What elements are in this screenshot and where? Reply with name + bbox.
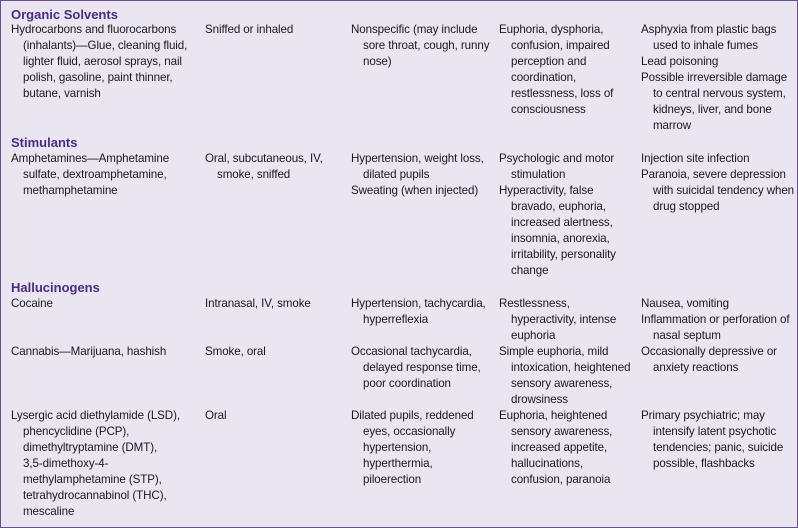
route-cell-cocaine: Intranasal, IV, smoke	[205, 297, 311, 310]
drug-cell-cocaine: Cocaine	[11, 297, 53, 310]
complications-cell-cannabis: Occasionally depressive or anxiety reactions	[641, 345, 777, 374]
psych-cell-amphetamines: Psychologic and motor stimulation Hyperactivity, false bravado, euphoria, increased alertness, insomnia, anorexia, irritability, personality change	[499, 152, 616, 277]
complications-cell-amphetamines: Injection site infection Paranoia, severe depression with suicidal tendency when drug stopped	[641, 152, 795, 213]
physical-cell-cocaine: Hypertension, tachycardia, hyperreflexia	[351, 297, 486, 326]
physical-cell-lsd-group: Dilated pupils, reddened eyes, occasionally hypertension, hyperthermia, piloerection	[351, 409, 474, 486]
drug-cell-hydrocarbons: Hydrocarbons and fluorocarbons (inhalants)—Glue, cleaning fluid, lighter fluid, aerosol sprays, nail polish, gasoline, paint thinner, butane, varnish	[11, 23, 188, 100]
physical-cell-amphetamines: Hypertension, weight loss, dilated pupils Sweating (when injected)	[351, 152, 484, 197]
section-heading-stimulants: Stimulants	[11, 135, 78, 150]
route-cell-cannabis: Smoke, oral	[205, 345, 266, 358]
section-heading-hallucinogens: Hallucinogens	[11, 280, 100, 295]
drug-cell-amphetamines: Amphetamines—Amphetamine sulfate, dextroamphetamine, methamphetamine	[11, 152, 170, 197]
route-cell-lsd-group: Oral	[205, 409, 227, 422]
psych-cell-cocaine: Restlessness, hyperactivity, intense euphoria	[499, 297, 617, 342]
route-cell-amphetamines: Oral, subcutaneous, IV, smoke, sniffed	[205, 152, 323, 181]
drug-cell-cannabis: Cannabis—Marijuana, hashish	[11, 345, 167, 358]
psych-cell-cannabis: Simple euphoria, mild intoxication, heightened sensory awareness, drowsiness	[499, 345, 631, 406]
section-heading-organic-solvents: Organic Solvents	[11, 7, 118, 22]
complications-cell-cocaine: Nausea, vomiting Inflammation or perforation of nasal septum	[641, 297, 790, 342]
complications-cell-hydrocarbons: Asphyxia from plastic bags used to inhale fumes Lead poisoning Possible irreversible damage to central nervous system, kidneys, liver, and bone marrow	[641, 23, 788, 132]
psych-cell-lsd-group: Euphoria, heightened sensory awareness, increased appetite, hallucinations, confusion, paranoia	[499, 409, 613, 486]
drug-cell-lsd-group: Lysergic acid diethylamide (LSD), phencyclidine (PCP), dimethyltryptamine (DMT), 3,5-dimethoxy-4- methylamphetamine (STP), tetrahydrocannabinol (THC), mescaline	[11, 409, 180, 518]
psych-cell-hydrocarbons: Euphoria, dysphoria, confusion, impaired perception and coordination, restlessness, loss of consciousness	[499, 23, 614, 116]
route-cell-hydrocarbons: Sniffed or inhaled	[205, 23, 294, 36]
physical-cell-cannabis: Occasional tachycardia, delayed response time, poor coordination	[351, 345, 481, 390]
physical-cell-hydrocarbons: Nonspecific (may include sore throat, cough, runny nose)	[351, 23, 490, 68]
complications-cell-lsd-group: Primary psychiatric; may intensify latent psychotic tendencies; panic, suicide possible, flashbacks	[641, 409, 784, 470]
